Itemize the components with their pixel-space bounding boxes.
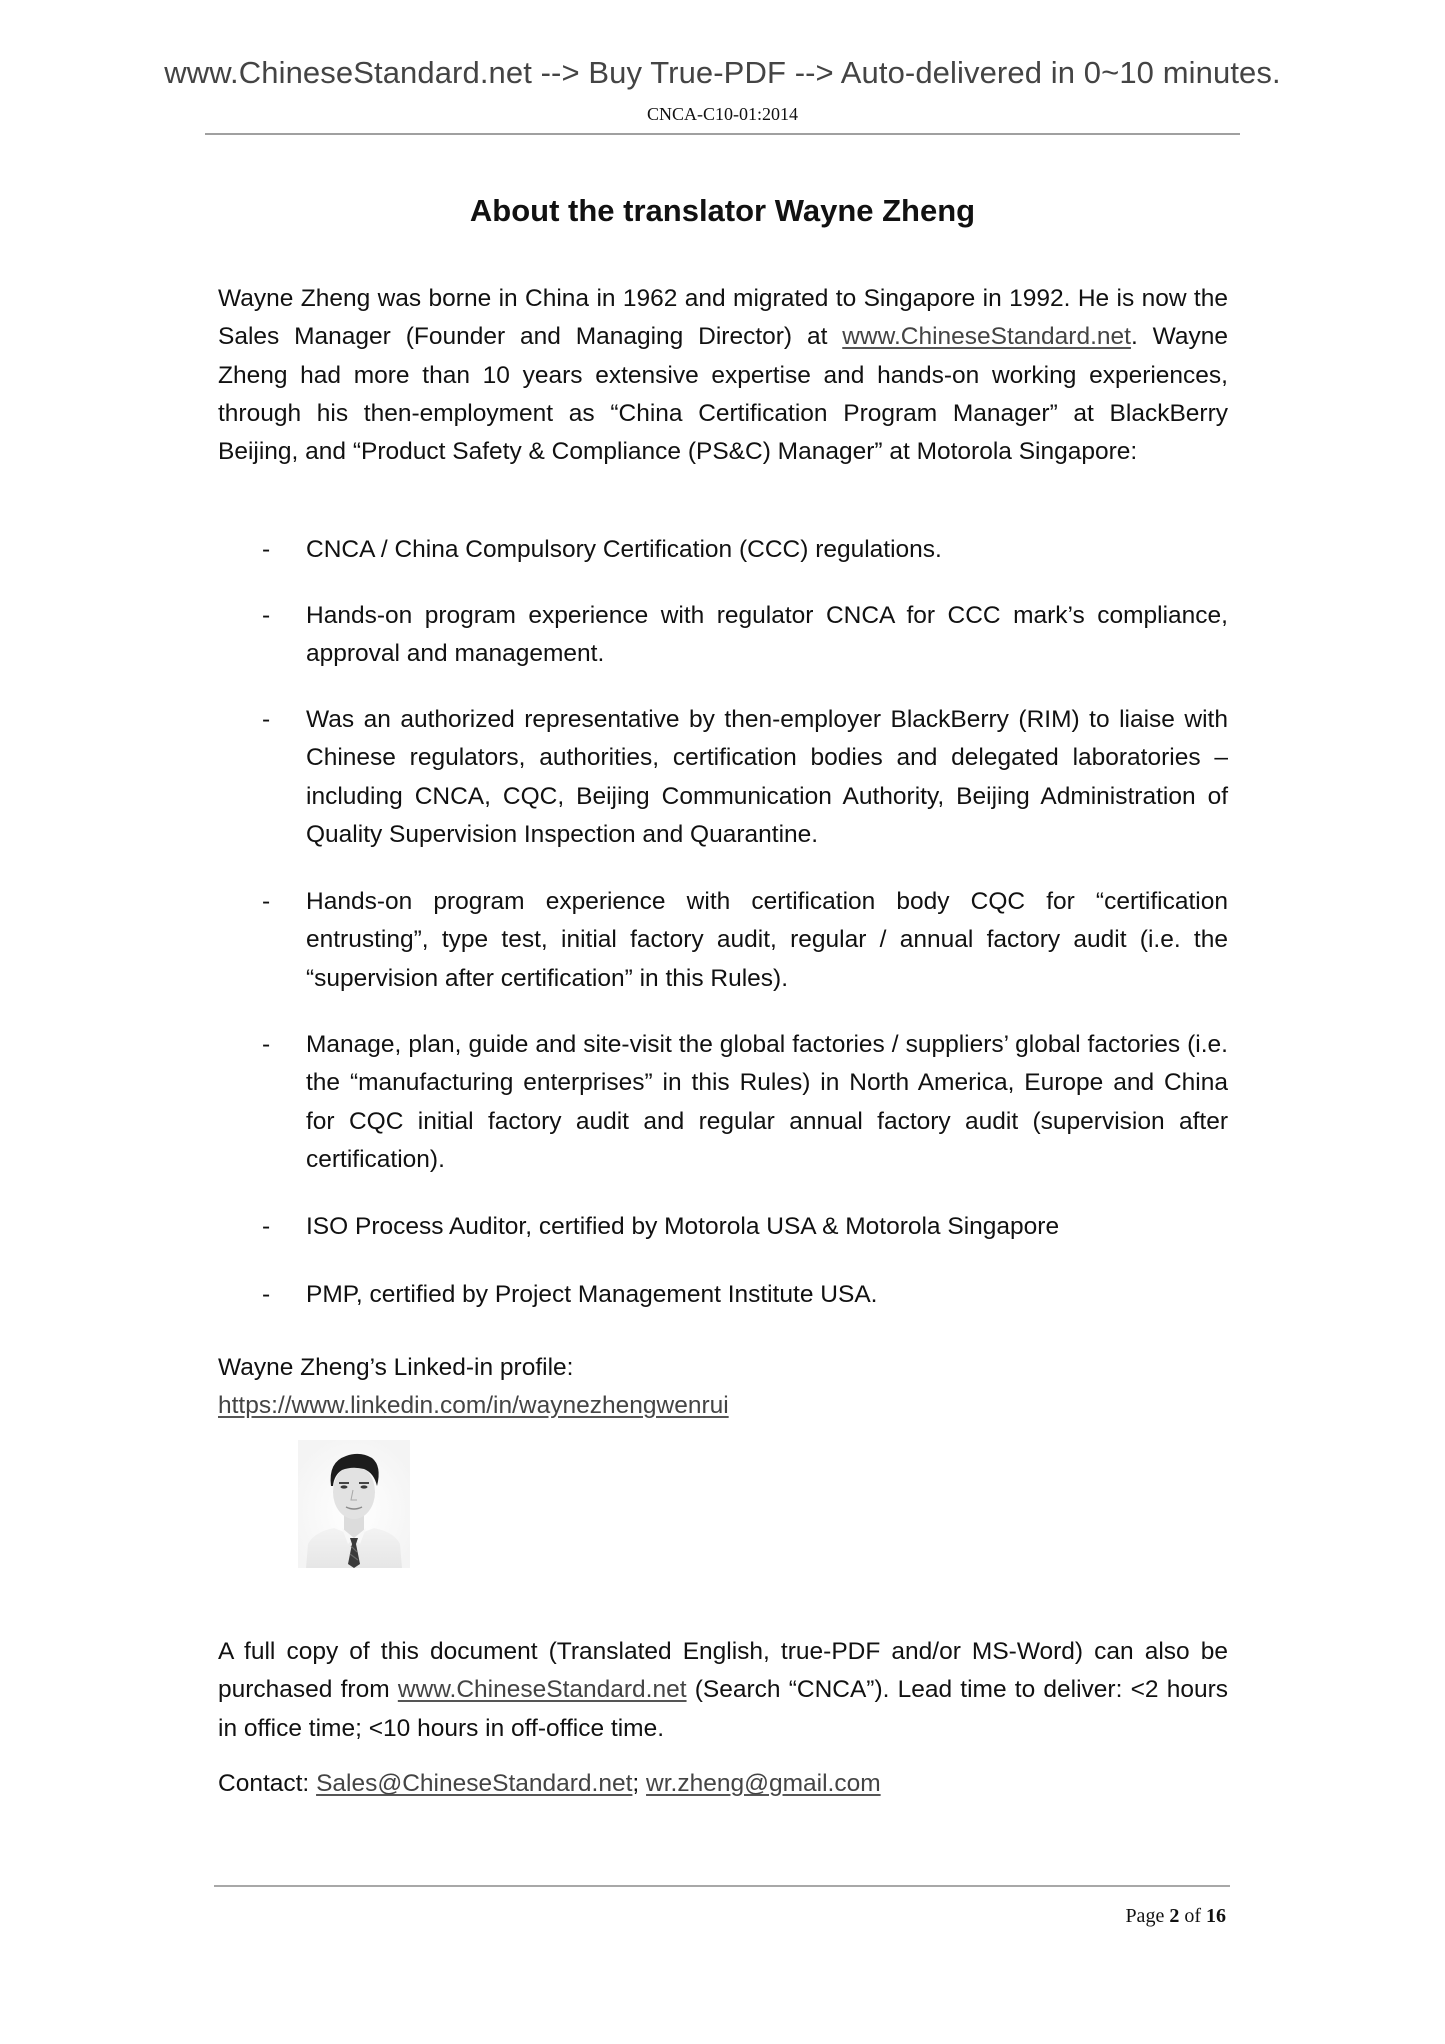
list-item-text: CNCA / China Compulsory Certification (CCC) regulations. (306, 536, 942, 563)
contact-line (218, 1765, 881, 1803)
list-item-text: ISO Process Auditor, certified by Motorola USA & Motorola Singapore (306, 1213, 1060, 1240)
bullet-dash: - (262, 1281, 271, 1308)
contact-label: Contact: (218, 1770, 317, 1797)
bullet-dash: - (262, 1213, 271, 1240)
personal-email-link[interactable]: wr.zheng@gmail.com (646, 1770, 881, 1797)
footer-divider (214, 1885, 1230, 1887)
purchase-text-2: (Search “CNCA”). Lead time to deliver: <2 hours in office time; <10 hours in off-office time. (218, 1676, 1228, 1742)
list-item-text: Hands-on program experience with certification body CQC for “certification entrusting”, type test, initial factory audit, regular / annual factory audit (i.e. the “supervision after certification” in this Rules). (306, 888, 1228, 992)
page-current: 2 (1169, 1905, 1180, 1927)
promo-banner: www.ChineseStandard.net --> Buy True-PDF --> Auto-delivered in 0~10 minutes. (164, 55, 1281, 90)
page-of: of (1179, 1905, 1206, 1927)
purchase-paragraph (218, 1633, 1228, 1748)
list-item-text: PMP, certified by Project Management Institute USA. (306, 1281, 878, 1308)
chinesestandard-link[interactable]: www.ChineseStandard.net (842, 323, 1131, 351)
standard-code: CNCA-C10-01:2014 (646, 104, 798, 124)
list-item-text: Manage, plan, guide and site-visit the global factories / suppliers’ global factories (i.e. the “manufacturing enterprises” in this Rules) in North America, Europe and China for CQC initial factory audit and regular annual factory audit (supervision after certification). (306, 1031, 1228, 1173)
bullet-dash: - (262, 602, 271, 629)
header-divider (205, 133, 1240, 135)
bullet-dash: - (262, 706, 271, 733)
purchase-text-1: A full copy of this document (Translated English, true-PDF and/or MS-Word) can also be purchased from (218, 1638, 1228, 1704)
contact-separator: ; (632, 1770, 647, 1797)
intro-paragraph (218, 280, 1228, 471)
page-prefix: Page (1125, 1905, 1170, 1927)
list-item-text: Was an authorized representative by then-employer BlackBerry (RIM) to liaise with Chinese regulators, authorities, certification bodies and delegated laboratories – including CNCA, CQC, Beijing Communication Authority, Beijing Administration of Quality Supervision Inspection and Quarantine. (306, 706, 1228, 848)
portrait-image-icon (298, 1440, 410, 1568)
bullet-dash: - (262, 1031, 271, 1058)
intro-text-2: . Wayne Zheng had more than 10 years extensive expertise and hands-on working experiences, through his then-employment as “China Certification Program Manager” at BlackBerry Beijing, and “Product Safety & Compliance (PS&C) Manager” at Motorola Singapore: (218, 323, 1228, 466)
intro-text-1: Wayne Zheng was borne in China in 1962 and migrated to Singapore in 1992. He is now the Sales Manager (Founder and Managing Director) at (218, 285, 1228, 351)
linkedin-label: Wayne Zheng’s Linked-in profile: (218, 1354, 574, 1381)
translator-photo (298, 1440, 410, 1568)
chinesestandard-purchase-link[interactable]: www.ChineseStandard.net (397, 1676, 687, 1704)
sales-email-link[interactable]: Sales@ChineseStandard.net (316, 1770, 633, 1797)
bullet-dash: - (262, 888, 271, 915)
page-number (1125, 1905, 1226, 1928)
bullet-dash: - (262, 536, 271, 563)
page-title: About the translator Wayne Zheng (469, 193, 976, 228)
linkedin-profile-link[interactable]: https://www.linkedin.com/in/waynezhengwenrui (218, 1392, 729, 1419)
list-item-text: Hands-on program experience with regulator CNCA for CCC mark’s compliance, approval and management. (306, 602, 1228, 668)
page-total: 16 (1206, 1905, 1226, 1927)
